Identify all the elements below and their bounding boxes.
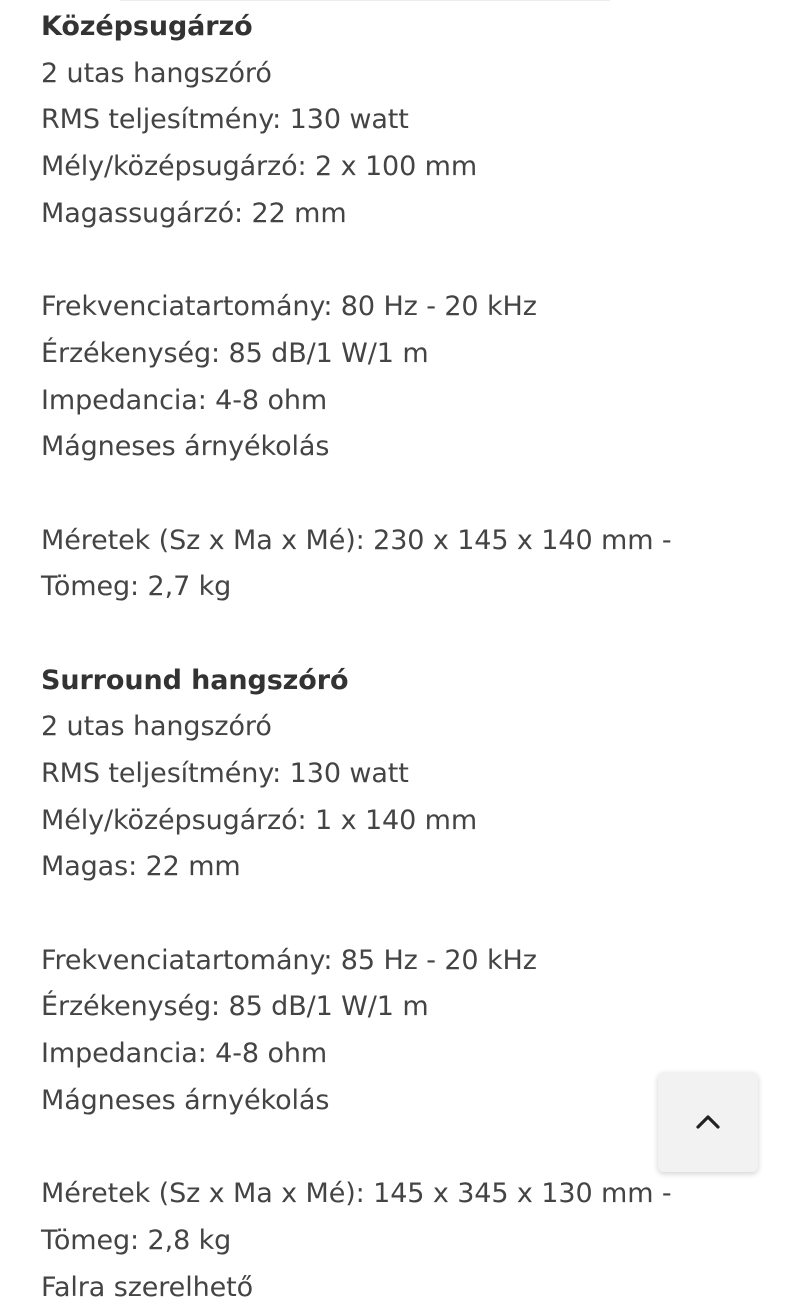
spec-line: Tömeg: 2,7 kg xyxy=(41,571,232,603)
spec-line: Érzékenység: 85 dB/1 W/1 m xyxy=(41,337,429,369)
spec-line: Méretek (Sz x Ma x Mé): 230 x 145 x 140 mm - xyxy=(41,524,672,556)
chevron-up-icon xyxy=(695,1114,721,1130)
spec-line: Impedancia: 4-8 ohm xyxy=(41,384,328,416)
spec-line: 2 utas hangszóró xyxy=(41,57,272,89)
spec-line: Magas: 22 mm xyxy=(41,851,241,883)
spec-line: Mély/középsugárzó: 2 x 100 mm xyxy=(41,151,478,183)
spec-line: Falra szerelhető xyxy=(41,1271,254,1303)
spec-line: Magassugárzó: 22 mm xyxy=(41,197,347,229)
spec-line: Érzékenység: 85 dB/1 W/1 m xyxy=(41,991,429,1023)
spec-line: Tömeg: 2,8 kg xyxy=(41,1224,232,1256)
spec-line: RMS teljesítmény: 130 watt xyxy=(41,104,409,136)
blank-line xyxy=(41,471,741,518)
product-spec-text xyxy=(41,4,741,1311)
spec-line: 2 utas hangszóró xyxy=(41,711,272,743)
spec-line: Mágneses árnyékolás xyxy=(41,1084,330,1116)
section-heading-center-speaker: Középsugárzó xyxy=(41,11,253,42)
spec-line: Mágneses árnyékolás xyxy=(41,431,330,463)
top-divider xyxy=(120,0,610,1)
blank-line xyxy=(41,891,741,938)
blank-line xyxy=(41,237,741,284)
section-heading-surround-speaker: Surround hangszóró xyxy=(41,664,349,696)
spec-line: Impedancia: 4-8 ohm xyxy=(41,1038,328,1070)
spec-line: Frekvenciatartomány: 85 Hz - 20 kHz xyxy=(41,944,537,976)
scroll-to-top-button[interactable] xyxy=(658,1072,758,1172)
blank-line xyxy=(41,1125,741,1172)
blank-line xyxy=(41,611,741,658)
spec-line: RMS teljesítmény: 130 watt xyxy=(41,758,409,789)
spec-line: Frekvenciatartomány: 80 Hz - 20 kHz xyxy=(41,291,537,323)
spec-line: Mély/középsugárzó: 1 x 140 mm xyxy=(41,804,478,836)
spec-line: Méretek (Sz x Ma x Mé): 145 x 345 x 130 mm - xyxy=(41,1178,672,1210)
